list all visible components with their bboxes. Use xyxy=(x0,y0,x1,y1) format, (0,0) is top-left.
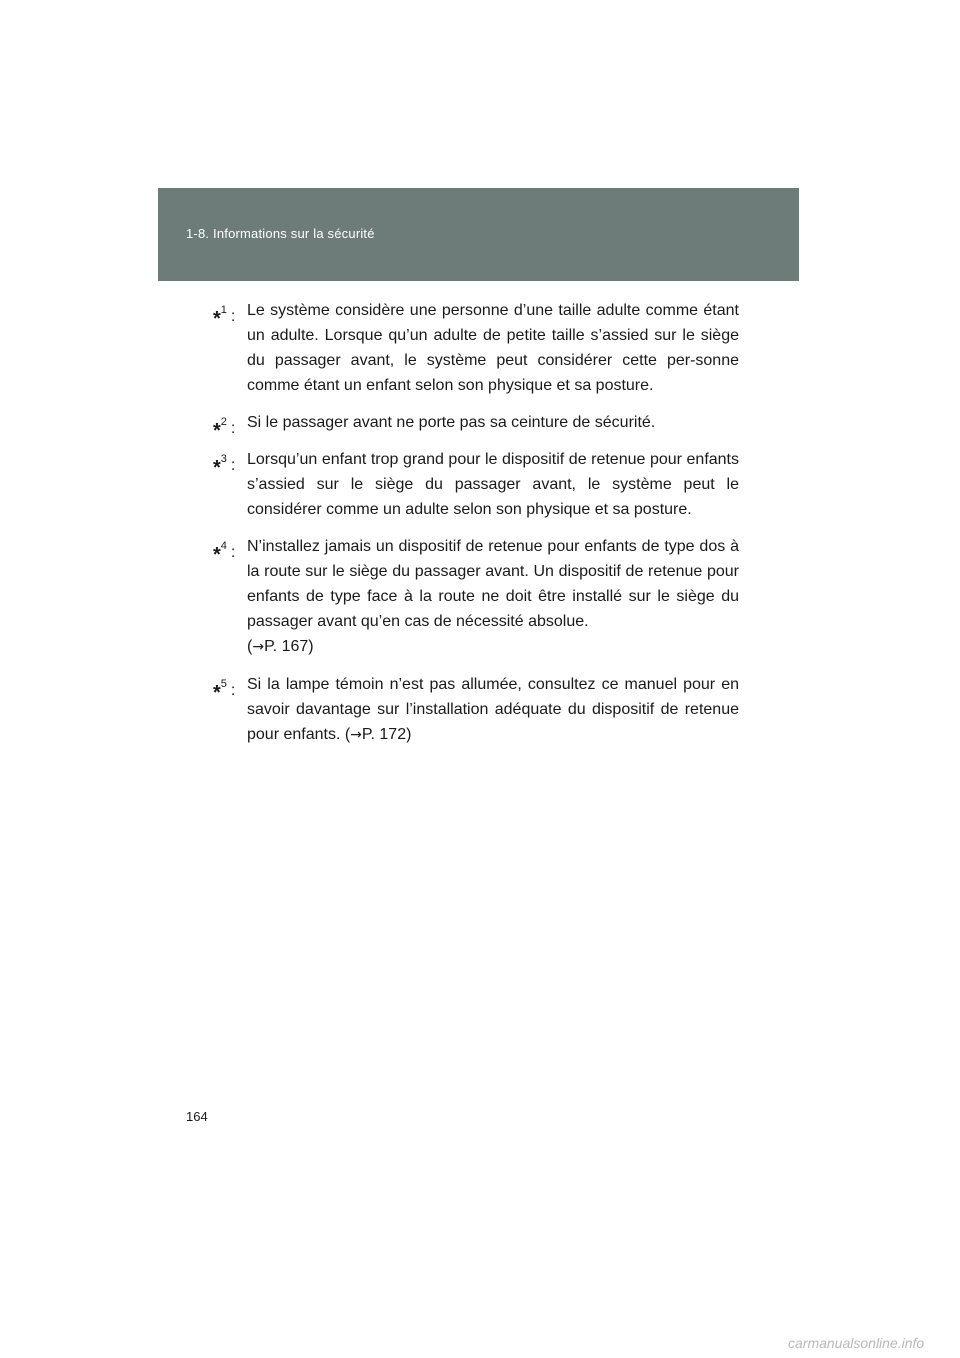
footnote-number: 1 xyxy=(220,304,227,316)
footnote-marker: *$^3$ : xyxy=(213,453,236,479)
page-reference-link[interactable]: (→P. 172) xyxy=(344,726,412,743)
footnote-number: 4 xyxy=(220,540,227,552)
footnote-marker: *$^1$ : xyxy=(213,304,236,330)
footnote-2 xyxy=(213,410,739,442)
watermark: carmanualsonline.info xyxy=(788,1335,925,1351)
footnotes-list xyxy=(213,298,739,760)
footnote-number: 2 xyxy=(220,416,227,428)
footnote-marker: *$^2$ : xyxy=(213,416,236,442)
arrow-right-icon: → xyxy=(350,727,362,743)
page-number: 164 xyxy=(186,1109,208,1124)
asterisk-icon: * xyxy=(213,457,221,479)
footnote-marker: *$^4$ : xyxy=(213,540,236,566)
footnote-5 xyxy=(213,672,739,748)
footnote-text xyxy=(247,672,739,748)
footnote-1 xyxy=(213,298,739,398)
asterisk-icon: * xyxy=(213,308,221,330)
footnote-3 xyxy=(213,447,739,522)
footnote-number: 3 xyxy=(220,453,227,465)
page-reference-link[interactable]: (→P. 167) xyxy=(247,638,314,655)
footnote-marker: *$^5$ : xyxy=(213,678,236,704)
footnote-body: Si la lampe témoin n’est pas allumée, consultez ce manuel pour en savoir davantage sur l’installation adéquate du dispositif de retenue pour enfants. xyxy=(247,676,739,743)
footnote-text: Lorsqu’un enfant trop grand pour le dispositif de retenue pour enfants s’assied sur le siège du passager avant, le système peut le considérer comme un adulte selon son physique et sa posture. xyxy=(247,451,739,518)
footnote-4 xyxy=(213,534,739,660)
asterisk-icon: * xyxy=(213,420,221,442)
footnote-number: 5 xyxy=(220,678,227,690)
section-header-band xyxy=(158,188,799,281)
page-reference: P. 167) xyxy=(264,638,314,655)
footnote-text: Le système considère une personne d’une taille adulte comme étant un adulte. Lorsque qu’un adulte de petite taille s’assied sur le siège du passager avant, le système peut considérer cette per-sonne comme étant un enfant selon son physique et sa posture. xyxy=(247,302,739,394)
asterisk-icon: * xyxy=(213,544,221,566)
section-title: 1-8. Informations sur la sécurité xyxy=(186,226,375,241)
footnote-body: N’installez jamais un dispositif de retenue pour enfants de type dos à la route sur le siège du passager avant. Un dispositif de retenue pour enfants de type face à la route ne doit être installé sur le siège du passager avant qu’en cas de nécessité absolue. xyxy=(247,538,739,630)
page-reference: P. 172) xyxy=(361,726,412,743)
footnote-text xyxy=(247,534,739,660)
footnote-text: Si le passager avant ne porte pas sa ceinture de sécurité. xyxy=(247,414,656,431)
arrow-right-icon: → xyxy=(252,639,265,655)
asterisk-icon: * xyxy=(213,682,221,704)
